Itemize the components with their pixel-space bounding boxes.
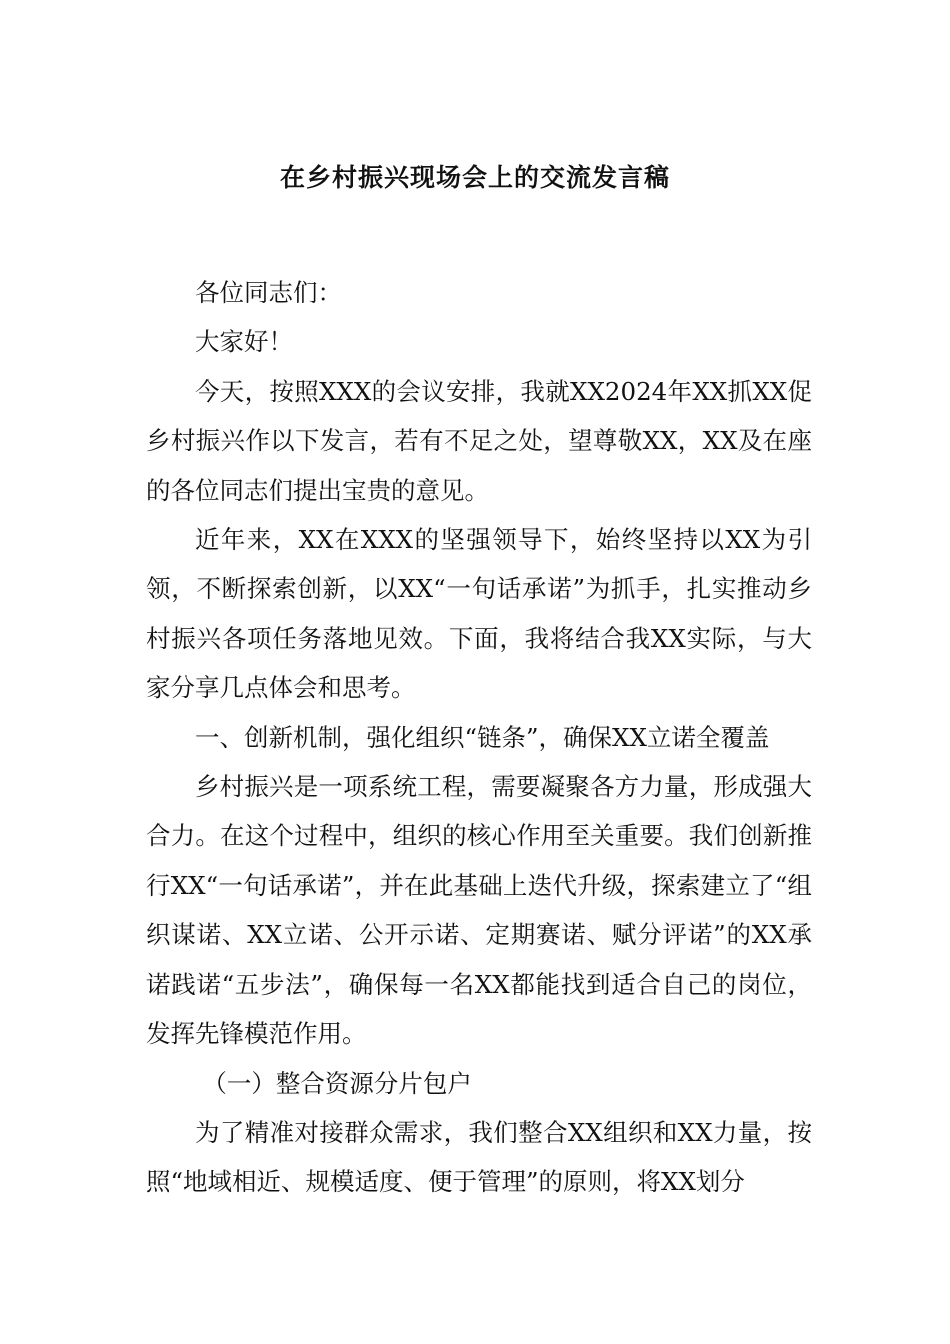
paragraph-subsection-1: 为了精准对接群众需求，我们整合XX组织和XX力量，按照“地域相近、规模适度、便于管理”的原则，将XX划分 xyxy=(146,1117,812,1197)
paragraph-background: 近年来，XX在XXX的坚强领导下，始终坚持以XX为引领，不断探索创新，以XX“一句话承诺”为抓手，扎实推动乡村振兴各项任务落地见效。下面，我将结合我XX实际，与大家分享几点体会和思考。 xyxy=(146,525,812,703)
paragraph-intro: 今天，按照XXX的会议安排，我就XX2024年XX抓XX促乡村振兴作以下发言，若有不足之处，望尊敬XX，XX及在座的各位同志们提出宝贵的意见。 xyxy=(146,376,812,505)
document-body xyxy=(146,268,812,1207)
greeting: 大家好！ xyxy=(195,327,293,357)
document-title: 在乡村振兴现场会上的交流发言稿 xyxy=(279,163,670,192)
paragraph-section-1: 乡村振兴是一项系统工程，需要凝聚各方力量，形成强大合力。在这个过程中，组织的核心作用至关重要。我们创新推行XX“一句话承诺”，并在此基础上迭代升级，探索建立了“组织谋诺、XX立诺、公开示诺、定期赛诺、赋分评诺”的XX承诺践诺“五步法”，确保每一名XX都能找到适合自己的岗位，发挥先锋模范作用。 xyxy=(146,772,812,1049)
section-heading-1: 一、创新机制，强化组织“链条”，确保XX立诺全覆盖 xyxy=(195,722,770,752)
subsection-heading-1: （一）整合资源分片包户 xyxy=(202,1068,472,1098)
salutation: 各位同志们： xyxy=(195,278,342,307)
